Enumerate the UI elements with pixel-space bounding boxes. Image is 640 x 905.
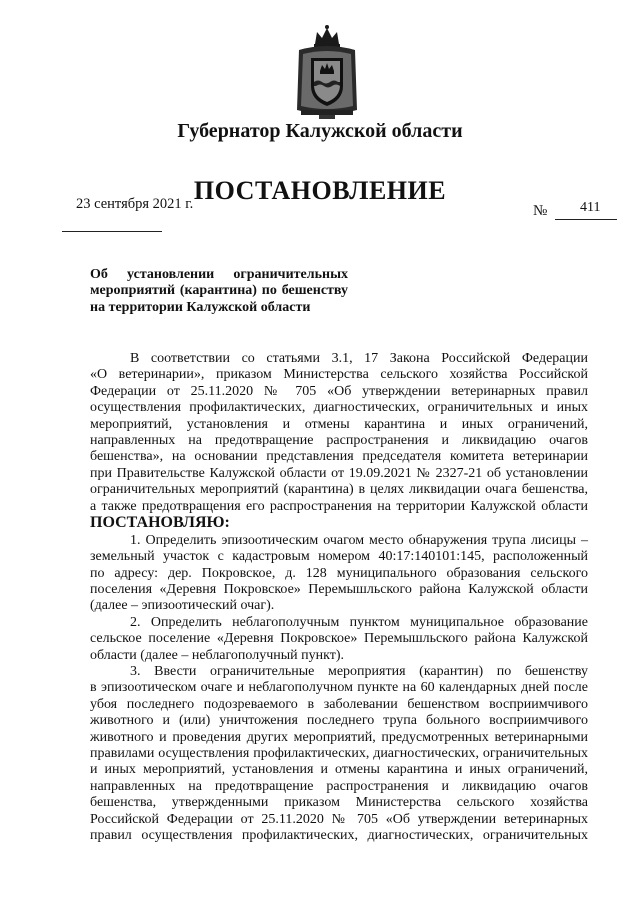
date-underline bbox=[62, 231, 162, 232]
number-label: № bbox=[533, 203, 548, 219]
body-line: Российской Федерации от 25.11.2020 № 705 «Об утверждении ветеринарных bbox=[90, 811, 588, 827]
issuing-authority: Губернатор Калужской области bbox=[177, 120, 463, 142]
subject-line: Об установлении ограничительных bbox=[90, 267, 348, 282]
coat-of-arms-icon bbox=[293, 24, 361, 120]
body-line: убоя последнего подозреваемого в заболевании бешенством восприимчивого bbox=[90, 696, 588, 712]
document-number: 411 bbox=[580, 200, 601, 215]
body-line: поселения «Деревня Покровское» Перемышльского района Калужской области bbox=[90, 582, 588, 598]
body-line: бешенства, утвержденными приказом Министерства сельского хозяйства bbox=[90, 795, 588, 811]
body-line: Федерации от 25.11.2020 № 705 «Об утверждении ветеринарных правил bbox=[90, 383, 588, 399]
body-line: и иных мероприятий, установления и отмены карантина и иных ограничений, bbox=[90, 762, 588, 778]
body-line: а также предотвращения его распространения на территории Калужской области bbox=[90, 498, 588, 514]
body-line: правил осуществления профилактических, диагностических, ограничительных bbox=[90, 827, 588, 843]
body-line: области (далее – неблагополучный пункт). bbox=[90, 647, 345, 663]
body-line: правилами осуществления профилактических, диагностических, ограничительных bbox=[90, 745, 588, 761]
body-line: направленных на предотвращение распространения и ликвидацию очагов bbox=[90, 432, 588, 448]
body-line: в эпизоотическом очаге и неблагополучном пункте на 60 календарных дней после bbox=[90, 680, 588, 696]
body-line: ограничительных мероприятий (карантина) в целях ликвидации очага бешенства, bbox=[90, 482, 588, 498]
body-line: бешенства», на основании представления председателя комитета ветеринарии bbox=[90, 449, 588, 465]
document-title: ПОСТАНОВЛЕНИЕ bbox=[193, 176, 447, 205]
subject-line: мероприятий (карантина) по бешенству bbox=[90, 283, 348, 299]
subject-line: на территории Калужской области bbox=[90, 299, 311, 315]
body-line: 3. Ввести ограничительные мероприятия (карантин) по бешенству bbox=[130, 664, 588, 680]
body-line: «О ветеринарии», приказом Министерства сельского хозяйства Российской bbox=[90, 367, 588, 383]
body-line: по адресу: дер. Покровское, д. 128 муниципального образования сельского bbox=[90, 565, 588, 581]
number-underline bbox=[555, 219, 617, 220]
body-line: при Правительстве Калужской области от 19.09.2021 № 2327-21 об установлении bbox=[90, 465, 588, 481]
body-line: мероприятий, установления и отмены карантина и иных ограничений, bbox=[90, 416, 588, 432]
body-line: животного и проведения других мероприятий, предусмотренных ветеринарными bbox=[90, 729, 588, 745]
body-line: 2. Определить неблагополучным пунктом муниципальное образование bbox=[130, 614, 588, 630]
document-subject bbox=[90, 266, 348, 315]
body-line: осуществления профилактических, диагностических, ограничительных и иных bbox=[90, 400, 588, 416]
document-body bbox=[90, 351, 588, 844]
body-line: (далее – эпизоотический очаг). bbox=[90, 598, 275, 614]
body-line: В соответствии со статьями 3.1, 17 Закона Российской Федерации bbox=[130, 351, 588, 366]
body-line: сельское поселение «Деревня Покровское» Перемышльского района Калужской bbox=[90, 631, 588, 647]
body-line: 1. Определить эпизоотическим очагом место обнаружения трупа лисицы – bbox=[130, 532, 588, 548]
decree-keyword: ПОСТАНОВЛЯЮ: bbox=[90, 513, 230, 531]
body-line: направленных на предотвращение распространения и ликвидацию очагов bbox=[90, 778, 588, 794]
body-line: земельный участок с кадастровым номером 40:17:140101:145, расположенный bbox=[90, 549, 588, 565]
body-line: животного и (или) уничтожения последнего трупа больного восприимчивого bbox=[90, 713, 588, 729]
document-date: 23 сентября 2021 г. bbox=[76, 196, 194, 212]
